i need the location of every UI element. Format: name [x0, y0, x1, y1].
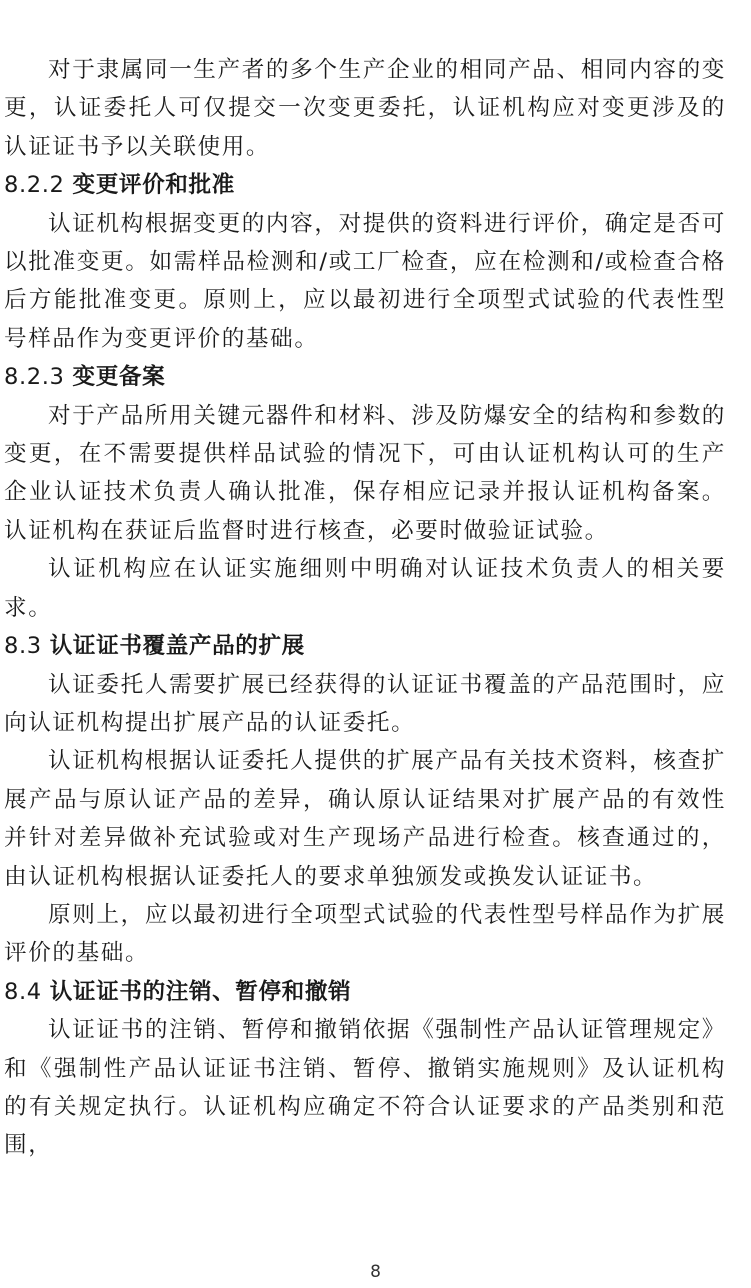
section-heading-8-4 — [4, 973, 726, 1011]
paragraph-extension-basis: 原则上，应以最初进行全项型式试验的代表性型号样品作为扩展评价的基础。 — [4, 901, 726, 967]
section-heading-8-2-2 — [4, 166, 726, 204]
section-number: 8.2.3 — [4, 364, 65, 391]
paragraph-change-filing: 对于产品所用关键元器件和材料、涉及防爆安全的结构和参数的变更，在不需要提供样品试验的情况下，可由认证机构认可的生产企业认证技术负责人确认批准，保存相应记录并报认证机构备案。认证机构在获证后监督时进行核查，必要时做验证试验。 — [4, 402, 726, 544]
paragraph-extension-review: 认证机构根据认证委托人提供的扩展产品有关技术资料，核查扩展产品与原认证产品的差异，确认原认证结果对扩展产品的有效性并针对差异做补充试验或对生产现场产品进行检查。核查通过的，由认证机构根据认证委托人的要求单独颁发或换发认证证书。 — [4, 748, 726, 890]
page-number: 8 — [370, 1262, 381, 1282]
document-body — [4, 51, 726, 1165]
paragraph-change-association: 对于隶属同一生产者的多个生产企业的相同产品、相同内容的变更，认证委托人可仅提交一次变更委托，认证机构应对变更涉及的认证证书予以关联使用。 — [4, 57, 726, 160]
paragraph-change-evaluation: 认证机构根据变更的内容，对提供的资料进行评价，确定是否可以批准变更。如需样品检测和/或工厂检查，应在检测和/或检查合格后方能批准变更。原则上，应以最初进行全项型式试验的代表性型号样品作为变更评价的基础。 — [4, 210, 726, 352]
section-number: 8.3 — [4, 633, 42, 660]
section-title: 认证证书的注销、暂停和撤销 — [49, 978, 352, 1005]
section-title: 认证证书覆盖产品的扩展 — [49, 633, 305, 660]
section-number: 8.2.2 — [4, 172, 65, 199]
section-number: 8.4 — [4, 978, 42, 1005]
section-heading-8-3 — [4, 627, 726, 665]
section-title: 变更评价和批准 — [72, 172, 235, 199]
paragraph-extension-request: 认证委托人需要扩展已经获得的认证证书覆盖的产品范围时，应向认证机构提出扩展产品的认证委托。 — [4, 671, 726, 736]
paragraph-technical-lead-requirements: 认证机构应在认证实施细则中明确对认证技术负责人的相关要求。 — [4, 556, 726, 621]
paragraph-certificate-cancellation: 认证证书的注销、暂停和撤销依据《强制性产品认证管理规定》和《强制性产品认证证书注销、暂停、撤销实施规则》及认证机构的有关规定执行。认证机构应确定不符合认证要求的产品类别和范围， — [4, 1017, 726, 1159]
section-title: 变更备案 — [72, 364, 166, 391]
section-heading-8-2-3 — [4, 358, 726, 396]
